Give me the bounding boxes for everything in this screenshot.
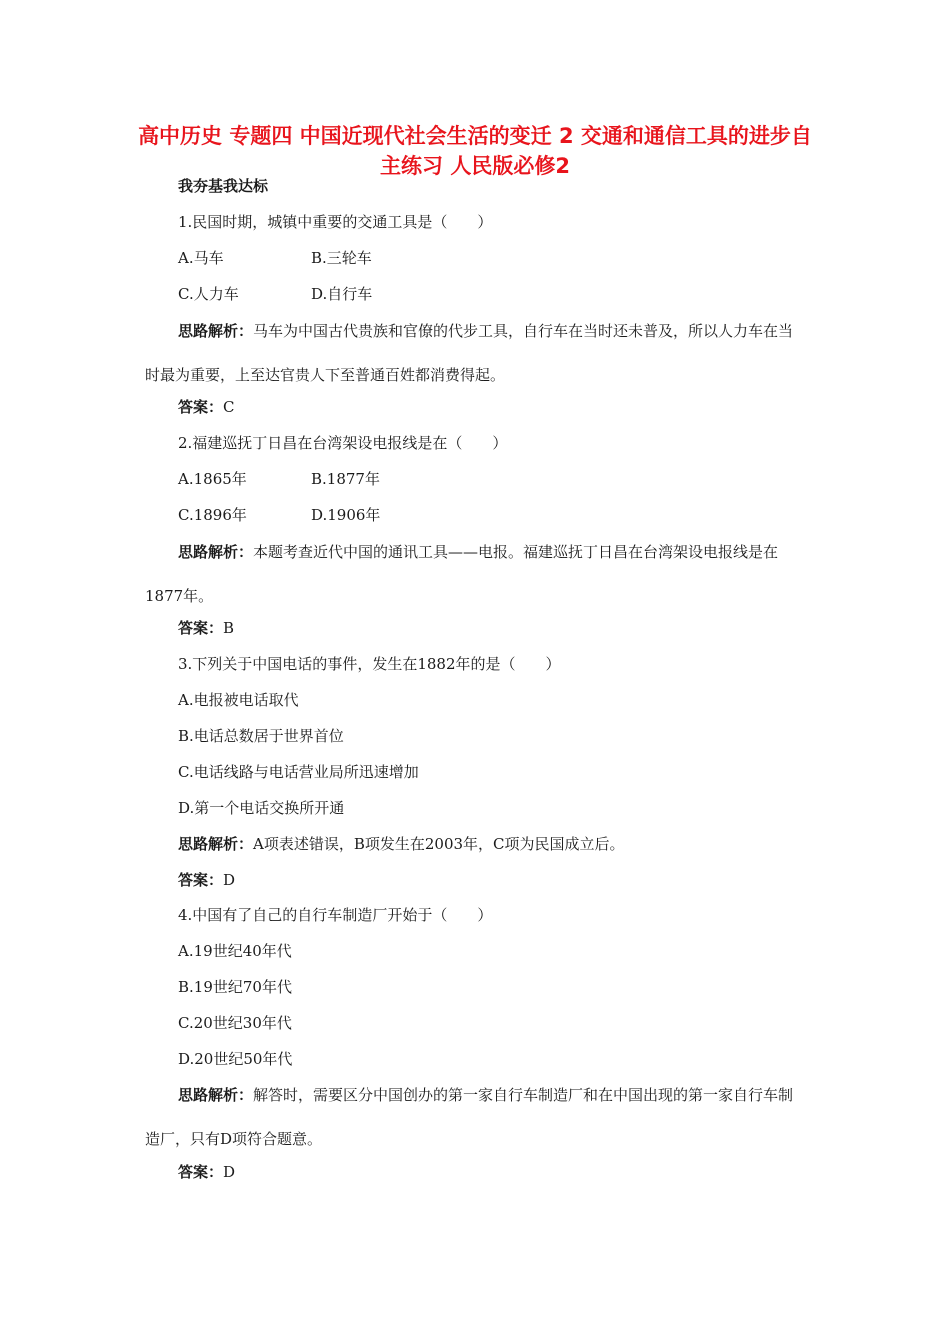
answer-label: 答案： [178,871,224,889]
analysis-paragraph [145,309,807,397]
question-stem: 2.福建巡抚丁日昌在台湾架设电报线是在（ ） [178,434,508,452]
analysis-label: 思路解析： [178,322,254,340]
option-b: B.1877年 [311,470,380,488]
option-d: D.20世纪50年代 [178,1050,293,1068]
answer-line [178,1162,235,1182]
analysis-text: 解答时，需要区分中国创办的第一家自行车制造厂和在中国出现的第一家自行车制造厂，只有D项符合题意。 [145,1086,794,1148]
answer-value: D [223,1163,236,1181]
analysis-paragraph [145,530,807,618]
option-d: D.1906年 [311,506,381,524]
analysis-paragraph [145,1073,807,1161]
answer-value: C [223,398,235,416]
analysis-text: 马车为中国古代贵族和官僚的代步工具，自行车在当时还未普及，所以人力车在当时最为重要，上至达官贵人下至普通百姓都消费得起。 [145,322,794,384]
option-a: A.电报被电话取代 [178,691,299,709]
answer-label: 答案： [178,619,224,637]
option-c: C.电话线路与电话营业局所迅速增加 [178,763,419,781]
section-heading: 我夯基我达标 [178,177,269,195]
answer-label: 答案： [178,1163,224,1181]
question-stem: 4.中国有了自己的自行车制造厂开始于（ ） [178,906,493,924]
option-b: B.电话总数居于世界首位 [178,727,344,745]
option-b: B.19世纪70年代 [178,978,292,996]
option-b: B.三轮车 [311,249,372,267]
option-a: A.19世纪40年代 [178,942,292,960]
answer-line [178,397,235,417]
option-d: D.自行车 [311,285,373,303]
analysis-text: A项表述错误，B项发生在2003年，C项为民国成立后。 [253,835,625,853]
analysis-label: 思路解析： [178,1086,254,1104]
answer-value: B [223,619,235,637]
option-a: A.马车 [178,249,224,267]
option-c: C.1896年 [178,506,247,524]
analysis-label: 思路解析： [178,835,254,853]
answer-value: D [223,871,236,889]
answer-line [178,618,234,638]
answer-line [178,870,235,890]
analysis-label: 思路解析： [178,543,254,561]
analysis-paragraph [178,834,625,854]
option-c: C.人力车 [178,285,239,303]
question-stem: 3.下列关于中国电话的事件，发生在1882年的是（ ） [178,655,561,673]
question-stem: 1.民国时期，城镇中重要的交通工具是（ ） [178,213,493,231]
page-title: 高中历史 专题四 中国近现代社会生活的变迁 2 交通和通信工具的进步自主练习 人民版必修2 [138,124,812,178]
option-d: D.第一个电话交换所开通 [178,799,345,817]
analysis-text: 本题考查近代中国的通讯工具——电报。福建巡抚丁日昌在台湾架设电报线是在1877年。 [145,543,779,605]
option-c: C.20世纪30年代 [178,1014,292,1032]
answer-label: 答案： [178,398,224,416]
option-a: A.1865年 [178,470,247,488]
